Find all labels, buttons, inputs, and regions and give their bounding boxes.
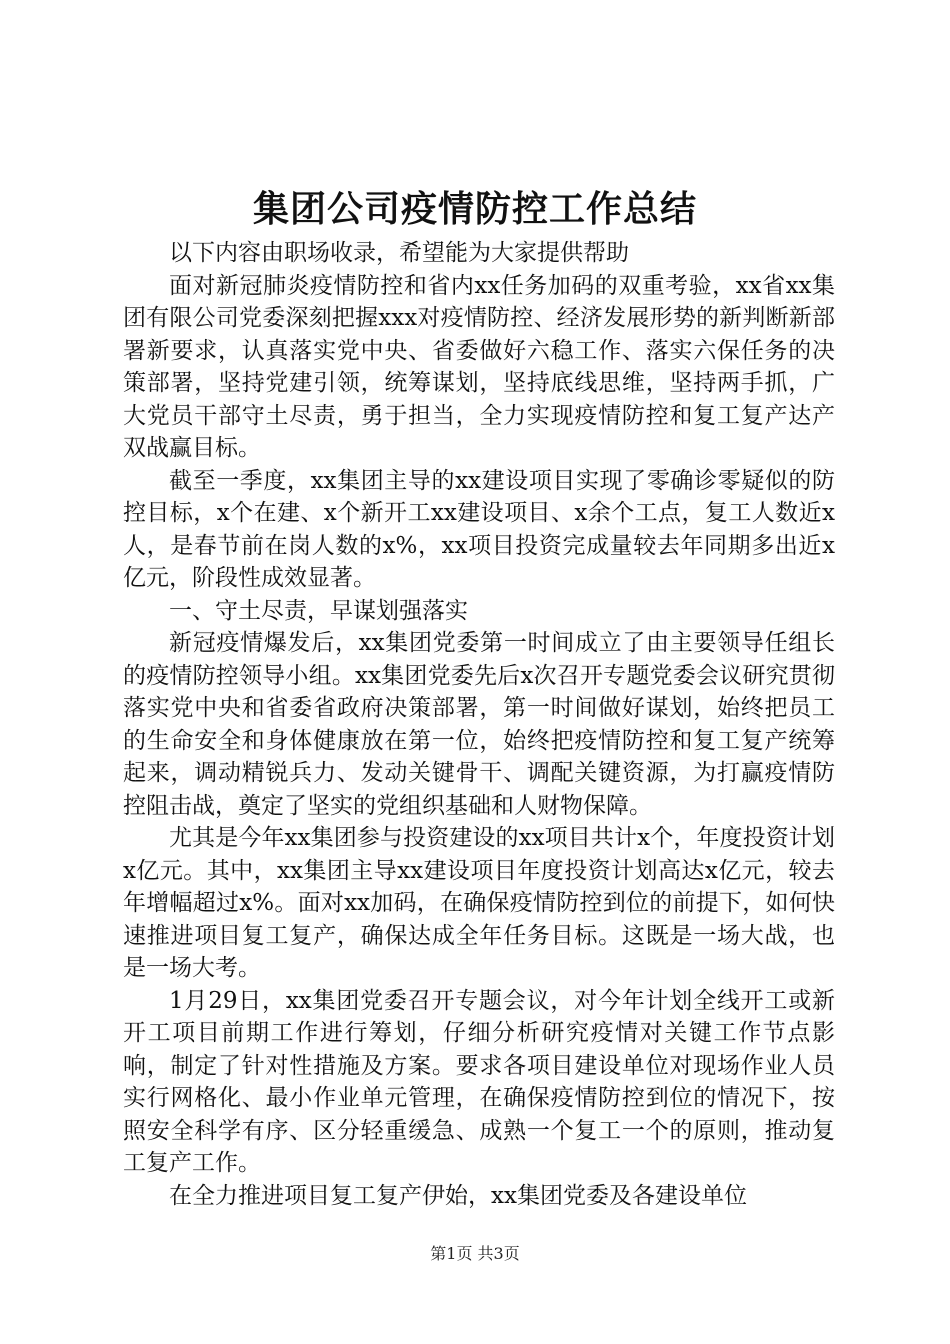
document-title: 集团公司疫情防控工作总结 [252,188,697,230]
paragraph-investment: 尤其是今年xx集团参与投资建设的xx项目共计x个，年度投资计划x亿元。其中，xx集团主导xx建设项目年度投资计划高达x亿元，较去年增幅超过x%。面对xx加码，在确保疫情防控到位的前提下，如何快速推进项目复工复产，确保达成全年任务目标。这既是一场大战，也是一场大考。 [123,825,835,981]
paragraph-continued: 在全力推进项目复工复产伊始，xx集团党委及各建设单位 [169,1182,747,1209]
intro-note: 以下内容由职场收录，希望能为大家提供帮助 [169,240,629,266]
page-number-footer: 第1页 共3页 [430,1244,520,1263]
document-body [123,237,835,1212]
paragraph-overview: 面对新冠肺炎疫情防控和省内xx任务加码的双重考验，xx省xx集团有限公司党委深刻把握xxx对疫情防控、经济发展形势的新判断新部署新要求，认真落实党中央、省委做好六稳工作、落实六保任务的决策部署，坚持党建引领，统筹谋划，坚持底线思维，坚持两手抓，广大党员干部守土尽责，勇于担当，全力实现疫情防控和复工复产达产双战赢目标。 [123,272,835,461]
paragraph-leadership-group: 新冠疫情爆发后，xx集团党委第一时间成立了由主要领导任组长的疫情防控领导小组。xx集团党委先后x次召开专题党委会议研究贯彻落实党中央和省委省政府决策部署，第一时间做好谋划，始终把员工的生命安全和身体健康放在第一位，始终把疫情防控和复工复产统筹起来，调动精锐兵力、发动关键骨干、调配关键资源，为打赢疫情防控阻击战，奠定了坚实的党组织基础和人财物保障。 [123,630,835,819]
paragraph-jan29-meeting: 1月29日，xx集团党委召开专题会议，对今年计划全线开工或新开工项目前期工作进行筹划，仔细分析研究疫情对关键工作节点影响，制定了针对性措施及方案。要求各项目建设单位对现场作业人员实行网格化、最小作业单元管理，在确保疫情防控到位的情况下，按照安全科学有序、区分轻重缓急、成熟一个复工一个的原则，推动复工复产工作。 [123,987,835,1176]
section-heading-1: 一、守土尽责，早谋划强落实 [169,597,468,624]
paragraph-q1-results: 截至一季度，xx集团主导的xx建设项目实现了零确诊零疑似的防控目标，x个在建、x个新开工xx建设项目、x余个工点，复工人数近x人，是春节前在岗人数的x%，xx项目投资完成量较去年同期多出近x亿元，阶段性成效显著。 [123,467,835,591]
